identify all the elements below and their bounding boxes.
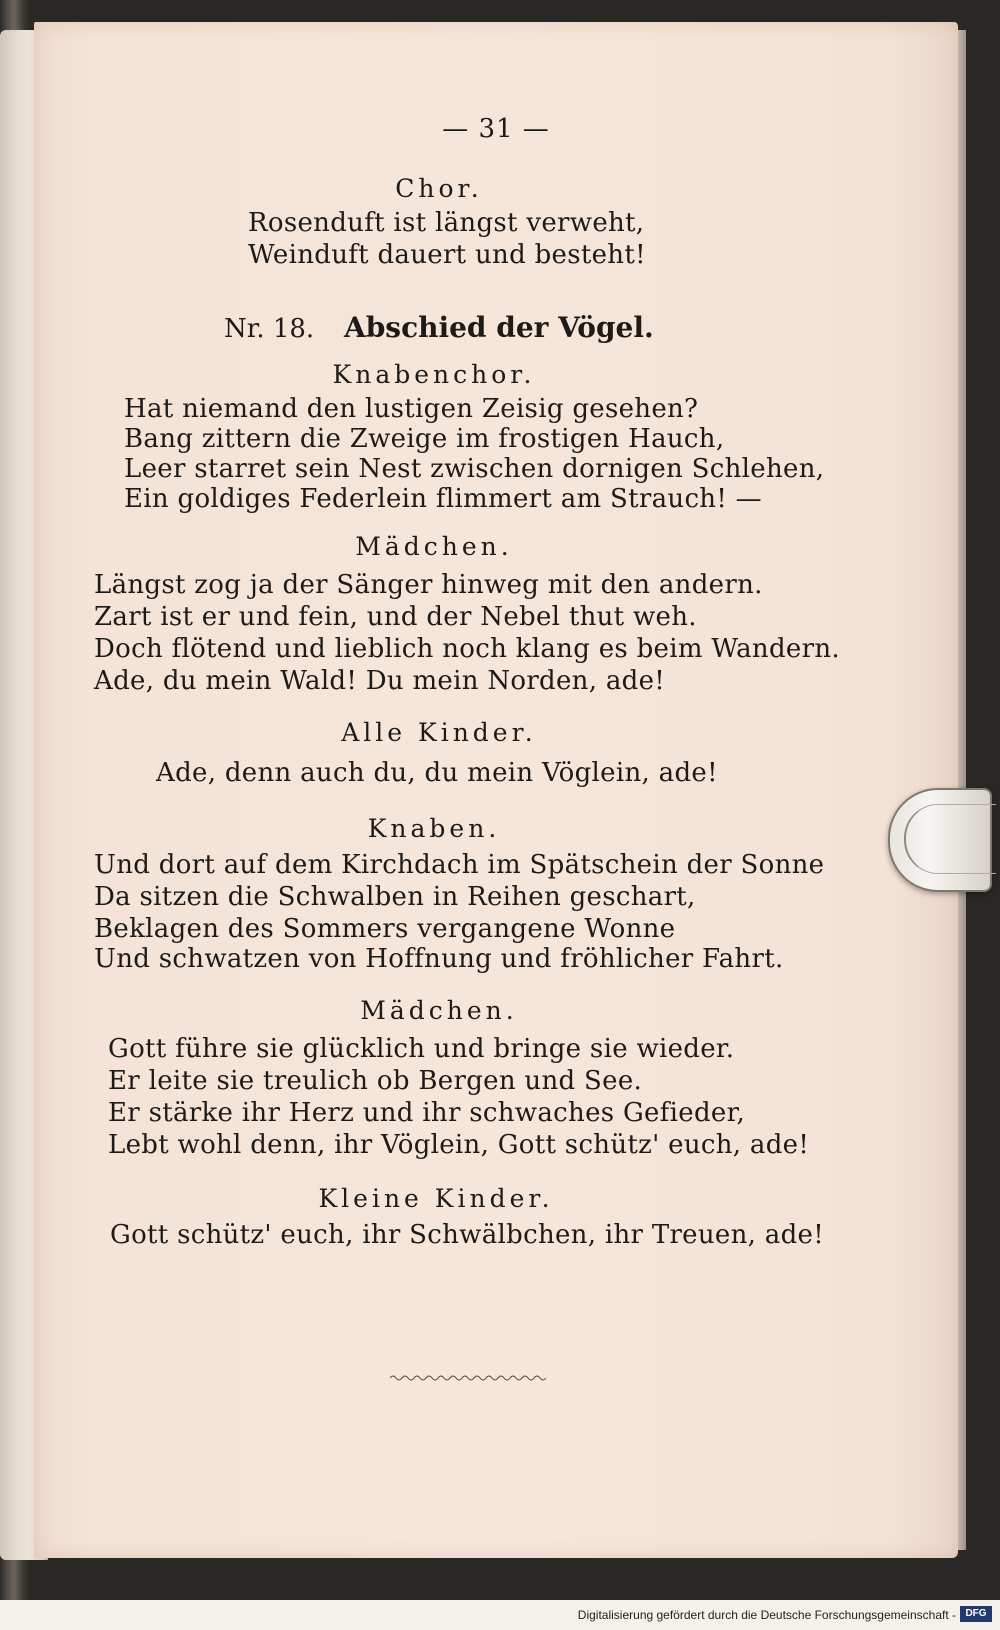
section-heading-maedchen: Mädchen.	[355, 532, 513, 561]
footer-bar	[0, 1600, 1000, 1630]
verse-line: Doch flötend und lieblich noch klang es beim Wandern.	[94, 634, 840, 664]
song-number: Nr. 18.	[224, 314, 315, 344]
verse-line: Und schwatzen von Hoffnung und fröhlicher Fahrt.	[94, 944, 784, 974]
page-number: — 31 —	[442, 114, 550, 144]
verse-line: Ein goldiges Federlein flimmert am Strauch! —	[124, 484, 762, 514]
verse-line: Rosenduft ist längst verweht,	[248, 208, 645, 238]
section-heading-chor: Chor.	[395, 174, 483, 203]
verse-line: Hat niemand den lustigen Zeisig gesehen?	[124, 394, 699, 424]
verse-line: Da sitzen die Schwalben in Reihen geschart,	[94, 882, 696, 912]
dfg-logo: DFG	[960, 1606, 992, 1622]
verse-line: Zart ist er und fein, und der Nebel thut weh.	[94, 602, 697, 632]
verse-line: Leer starret sein Nest zwischen dornigen Schlehen,	[124, 454, 825, 484]
wavy-ornament-icon	[390, 1374, 546, 1382]
section-heading-kleine-kinder: Kleine Kinder.	[318, 1184, 554, 1213]
footer-credit: Digitalisierung gefördert durch die Deutsche Forschungsgemeinschaft -	[577, 1608, 956, 1622]
verse-line: Weinduft dauert und besteht!	[248, 240, 646, 270]
verse-line: Beklagen des Sommers vergangene Wonne	[94, 914, 676, 944]
verse-line: Und dort auf dem Kirchdach im Spätschein der Sonne	[94, 850, 825, 880]
verse-line: Er stärke ihr Herz und ihr schwaches Gefieder,	[108, 1098, 746, 1128]
verse-line: Ade, du mein Wald! Du mein Norden, ade!	[94, 666, 666, 696]
song-title: Abschied der Vögel.	[344, 311, 654, 344]
page-clip	[888, 788, 992, 892]
section-heading-knaben: Knaben.	[367, 814, 501, 843]
verse-line: Gott führe sie glücklich und bringe sie wieder.	[108, 1034, 735, 1064]
verse-line: Lebt wohl denn, ihr Vöglein, Gott schütz' euch, ade!	[108, 1130, 810, 1160]
section-heading-alle-kinder: Alle Kinder.	[341, 718, 537, 747]
page-clip-inner	[904, 804, 996, 874]
verse-line: Längst zog ja der Sänger hinweg mit den andern.	[94, 570, 763, 600]
section-heading-maedchen: Mädchen.	[360, 996, 518, 1025]
verse-line: Gott schütz' euch, ihr Schwälbchen, ihr Treuen, ade!	[110, 1220, 824, 1250]
verse-line: Er leite sie treulich ob Bergen und See.	[108, 1066, 643, 1096]
verse-line: Bang zittern die Zweige im frostigen Hauch,	[124, 424, 725, 454]
book-page	[34, 22, 958, 1558]
verse-line: Ade, denn auch du, du mein Vöglein, ade!	[156, 758, 718, 788]
section-heading-knabenchor: Knabenchor.	[332, 360, 536, 389]
